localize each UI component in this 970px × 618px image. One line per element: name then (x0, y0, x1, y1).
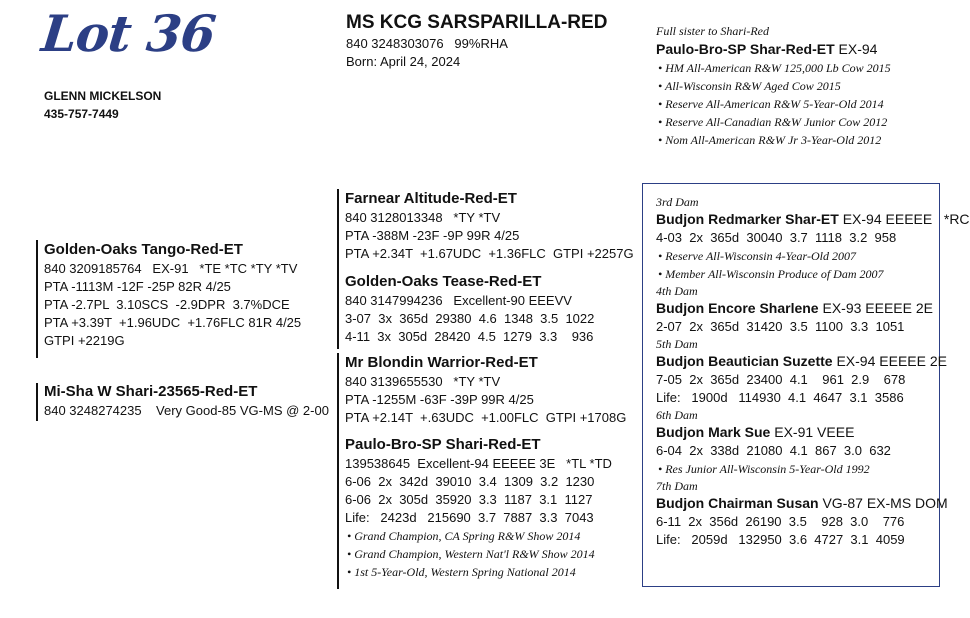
full-sister-award: • Reserve All-American R&W 5-Year-Old 2014 (658, 95, 891, 113)
dam-record: 6-11 2x 356d 26190 3.5 928 3.0 776 (656, 514, 905, 529)
full-sister-award: • All-Wisconsin R&W Aged Cow 2015 (658, 77, 891, 95)
dam-title (656, 494, 970, 513)
dam-classification: EX-94 EEEEE 2E (832, 353, 947, 369)
dam-sire-line: PTA +2.14T +.63UDC +1.00FLC GTPI +1708G (345, 410, 627, 425)
dam-bracket (36, 383, 38, 421)
dam-sire-name: Mr Blondin Warrior-Red-ET (345, 354, 538, 371)
sire-dam-line: 3-07 3x 365d 29380 4.6 1348 3.5 1022 (345, 311, 595, 326)
sire-info-line: PTA -2.7PL 3.10SCS -2.9DPR 3.7%DCE (44, 297, 290, 312)
sire-info-line: 840 3209185764 EX-91 *TE *TC *TY *TV (44, 261, 298, 276)
sire-dam-line: 4-11 3x 305d 28420 4.5 1279 3.3 936 (345, 329, 594, 344)
consignor-block (44, 87, 161, 123)
dam-dam-line: 6-06 2x 305d 35920 3.3 1187 3.1 1127 (345, 492, 593, 507)
dam-generation-label: 4th Dam (656, 284, 698, 298)
dam-generation-label: 5th Dam (656, 337, 698, 351)
sire-dam-line: 840 3147994236 Excellent-90 EEEVV (345, 293, 572, 308)
dam-record: Life: 2059d 132950 3.6 4727 3.1 4059 (656, 532, 905, 547)
dam-dam-line: 6-06 2x 342d 39010 3.4 1309 3.2 1230 (345, 474, 595, 489)
sire-sire-line: PTA -388M -23F -9P 99R 4/25 (345, 228, 520, 243)
dam-sire-line: PTA -1255M -63F -39P 99R 4/25 (345, 392, 534, 407)
dam-classification: EX-94 EEEEE *RC (838, 211, 970, 227)
full-sister-award: • Nom All-American R&W Jr 3-Year-Old 2012 (658, 131, 891, 149)
sire-dam-name: Golden-Oaks Tease-Red-ET (345, 273, 542, 290)
animal-birthdate: Born: April 24, 2024 (346, 54, 461, 69)
sire-info-line: PTA -1113M -12F -25P 82R 4/25 (44, 279, 231, 294)
consignor-name: GLENN MICKELSON (44, 89, 162, 103)
dam-generation-label: 3rd Dam (656, 195, 699, 209)
sire-name: Golden-Oaks Tango-Red-ET (44, 241, 243, 258)
dam-classification: VG-87 EX-MS DOM (818, 495, 948, 511)
dam-side-bracket (337, 353, 339, 589)
dam-dam-line: Life: 2423d 215690 3.7 7887 3.3 7043 (345, 510, 594, 525)
dam-title (656, 352, 970, 371)
sire-side-bracket (337, 189, 339, 349)
lot-number-title: Lot 36 (38, 4, 218, 63)
dam-generation-label: 6th Dam (656, 408, 698, 422)
full-sister-title (656, 40, 891, 59)
dam-name: Budjon Beautician Suzette (656, 353, 833, 369)
maternal-line (656, 194, 970, 549)
full-sister-name: Paulo-Bro-SP Shar-Red-ET (656, 41, 835, 57)
consignor-phone: 435-757-7449 (44, 107, 119, 121)
dam-record: 2-07 2x 365d 31420 3.5 1100 3.3 1051 (656, 319, 905, 334)
full-sister-award: • HM All-American R&W 125,000 Lb Cow 2015 (658, 59, 891, 77)
sire-sire-line: PTA +2.34T +1.67UDC +1.36FLC GTPI +2257G (345, 246, 634, 261)
dam-title (656, 210, 970, 229)
animal-registration: 840 3248303076 99%RHA (346, 36, 508, 51)
dam-record: 7-05 2x 365d 23400 4.1 961 2.9 678 (656, 372, 906, 387)
dam-dam-award: • Grand Champion, Western Nat'l R&W Show 2014 (345, 545, 612, 563)
dam-info-line: 840 3248274235 Very Good-85 VG-MS @ 2-00 (44, 403, 329, 418)
dam-title (656, 299, 970, 318)
dam-record: 6-04 2x 338d 21080 4.1 867 3.0 632 (656, 443, 891, 458)
sire-sire-name: Farnear Altitude-Red-ET (345, 190, 517, 207)
sire-sire-line: 840 3128013348 *TY *TV (345, 210, 501, 225)
dam-generation-label: 7th Dam (656, 479, 698, 493)
dam-dam-line: 139538645 Excellent-94 EEEEE 3E *TL *TD (345, 456, 612, 471)
dam-name: Budjon Mark Sue (656, 424, 771, 440)
dam-dam-name: Paulo-Bro-SP Shari-Red-ET (345, 436, 541, 453)
sire-info-line: PTA +3.39T +1.96UDC +1.76FLC 81R 4/25 (44, 315, 302, 330)
full-sister-block (656, 22, 891, 149)
dam-award: • Reserve All-Wisconsin 4-Year-Old 2007 (656, 247, 970, 265)
sire-bracket (36, 240, 38, 358)
dam-block (44, 382, 329, 420)
dam-record: Life: 1900d 114930 4.1 4647 3.1 3586 (656, 390, 904, 405)
dam-sire-block (345, 353, 626, 427)
sire-dam-block (345, 272, 594, 346)
sire-info-line: GTPI +2219G (44, 333, 125, 348)
full-sister-intro: Full sister to Shari-Red (656, 24, 769, 38)
sire-sire-block (345, 189, 634, 263)
animal-header (346, 11, 607, 71)
dam-name: Budjon Encore Sharlene (656, 300, 819, 316)
dam-dam-award: • Grand Champion, CA Spring R&W Show 2014 (345, 527, 612, 545)
dam-name: Mi-Sha W Shari-23565-Red-ET (44, 383, 258, 400)
dam-name: Budjon Redmarker Shar-ET (656, 211, 839, 227)
animal-name: MS KCG SARSPARILLA-RED (346, 12, 608, 33)
dam-award: • Member All-Wisconsin Produce of Dam 2007 (656, 265, 970, 283)
dam-name: Budjon Chairman Susan (656, 495, 819, 511)
dam-title (656, 423, 970, 442)
full-sister-score: EX-94 (834, 41, 878, 57)
dam-record: 4-03 2x 365d 30040 3.7 1118 3.2 958 (656, 230, 897, 245)
full-sister-award: • Reserve All-Canadian R&W Junior Cow 2012 (658, 113, 891, 131)
dam-sire-line: 840 3139655530 *TY *TV (345, 374, 501, 389)
dam-award: • Res Junior All-Wisconsin 5-Year-Old 1992 (656, 460, 970, 478)
dam-classification: EX-91 VEEE (770, 424, 855, 440)
dam-dam-award: • 1st 5-Year-Old, Western Spring National 2014 (345, 563, 612, 581)
dam-dam-block (345, 435, 612, 581)
sire-block (44, 240, 301, 350)
dam-classification: EX-93 EEEEE 2E (818, 300, 933, 316)
